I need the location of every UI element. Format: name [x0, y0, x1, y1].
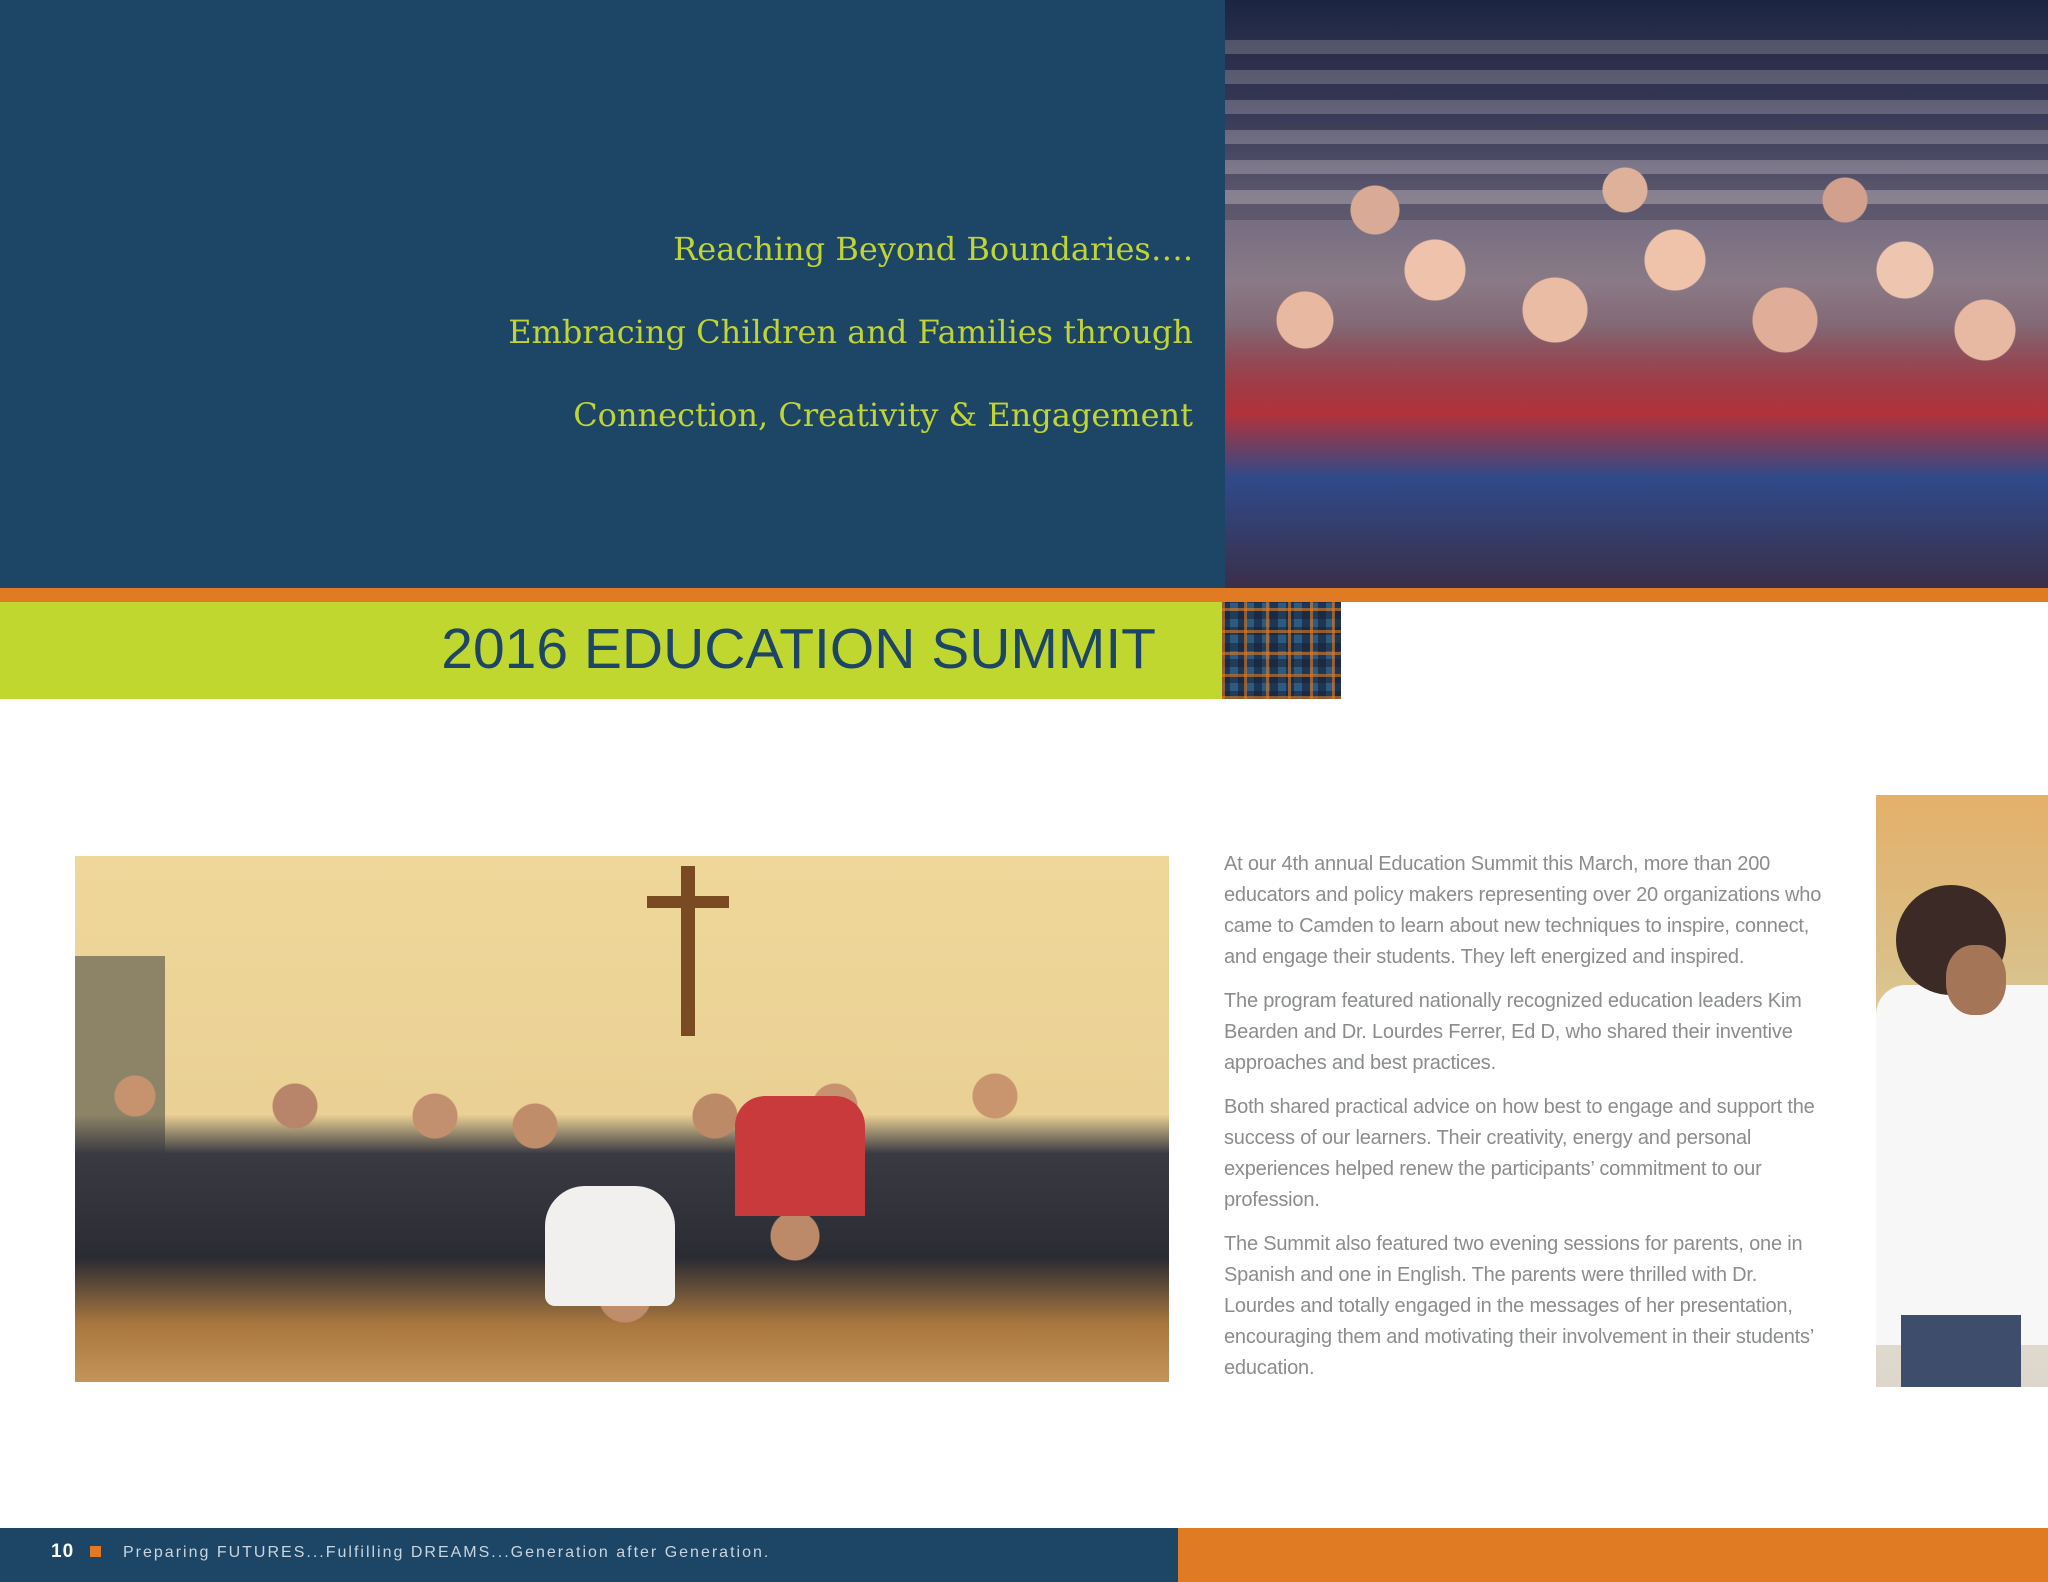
hero-taglines: [508, 208, 1193, 457]
footer-tagline: Preparing FUTURES...Fulfilling DREAMS...Generation after Generation.: [123, 1544, 771, 1561]
paragraph-3: Both shared practical advice on how best to engage and support the success of our learners. Their creativity, energy and personal experiences helped renew the participants’ commitment to our profession.: [1224, 1096, 1815, 1211]
crucifix-bar: [647, 896, 729, 908]
section-title: 2016 EDUCATION SUMMIT: [441, 617, 1156, 681]
paragraph-1: At our 4th annual Education Summit this March, more than 200 educators and policy makers representing over 20 organizations who came to Camden to learn about new techniques to inspire, connect, and engage their students. They left energized and inspired.: [1224, 853, 1822, 968]
speaker-face: [1946, 945, 2006, 1015]
auditorium-group-photo: [1225, 0, 2048, 588]
orange-divider: [0, 588, 2048, 602]
crucifix: [681, 866, 695, 1036]
paragraph-2: The program featured nationally recognized education leaders Kim Bearden and Dr. Lourdes Ferrer, Ed D, who shared their inventive approaches and best practices.: [1224, 990, 1802, 1074]
page-number: 10: [51, 1541, 75, 1562]
tagline-line-2: Embracing Children and Families through: [508, 313, 1193, 351]
speaker-photo: [1876, 795, 2048, 1387]
speaker-shirt: [1876, 985, 2048, 1345]
crowd: [1225, 150, 2048, 588]
footer-square-icon: [90, 1546, 101, 1557]
tagline-line-1: Reaching Beyond Boundaries….: [673, 230, 1193, 268]
article-body: [1224, 849, 1824, 1397]
speaker-skirt: [1901, 1315, 2021, 1387]
plaid-swatch: [1222, 602, 1341, 699]
parents-group-photo: [75, 856, 1169, 1382]
footer-accent-bar: [1178, 1528, 2048, 1582]
tagline-line-3: Connection, Creativity & Engagement: [573, 396, 1193, 434]
paragraph-4: The Summit also featured two evening sessions for parents, one in Spanish and one in English. The parents were thrilled with Dr. Lourdes and totally engaged in the messages of her presentation, encouraging them and motivating their involvement in their students’ education.: [1224, 1233, 1814, 1379]
white-sweater: [545, 1186, 675, 1306]
red-jacket: [735, 1096, 865, 1216]
